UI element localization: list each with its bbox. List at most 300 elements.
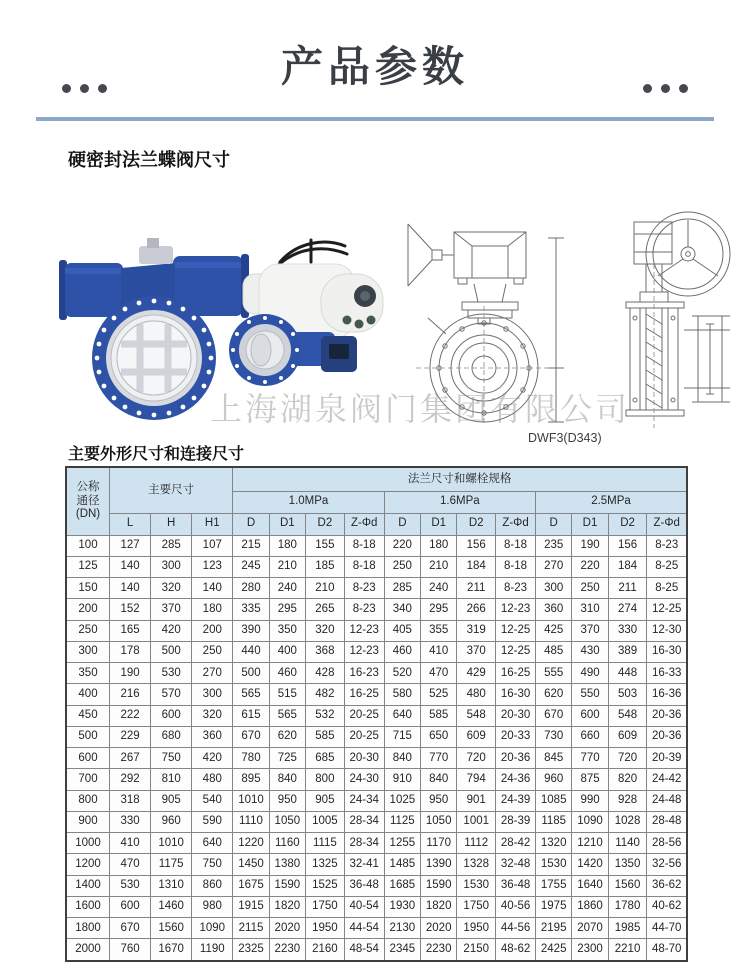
cell-value: 760 xyxy=(110,939,151,961)
header-divider-line xyxy=(36,117,714,121)
cell-value: 670 xyxy=(110,918,151,939)
cell-value: 20-39 xyxy=(647,748,687,769)
cell-dn: 900 xyxy=(66,811,110,832)
cell-value: 585 xyxy=(421,705,457,726)
cell-dn: 450 xyxy=(66,705,110,726)
cell-value: 12-23 xyxy=(344,620,384,641)
cell-value: 1675 xyxy=(233,875,269,896)
cell-value: 530 xyxy=(110,875,151,896)
cell-value: 370 xyxy=(457,641,496,662)
cell-value: 240 xyxy=(421,578,457,599)
cell-dn: 700 xyxy=(66,769,110,790)
cell-value: 155 xyxy=(306,535,345,556)
cell-value: 250 xyxy=(572,578,608,599)
cell-value: 480 xyxy=(457,684,496,705)
cell-value: 1950 xyxy=(306,918,345,939)
cell-value: 12-23 xyxy=(496,599,536,620)
cell-value: 960 xyxy=(151,811,192,832)
cell-value: 140 xyxy=(110,578,151,599)
cell-value: 1420 xyxy=(572,854,608,875)
cell-value: 360 xyxy=(536,599,572,620)
cell-value: 840 xyxy=(384,748,420,769)
cell-value: 2425 xyxy=(536,939,572,961)
cell-value: 1140 xyxy=(608,833,647,854)
col-header-D2: D2 xyxy=(457,513,496,535)
col-header-D: D xyxy=(536,513,572,535)
cell-value: 156 xyxy=(608,535,647,556)
cell-value: 240 xyxy=(269,578,305,599)
cell-value: 12-23 xyxy=(344,641,384,662)
table-row xyxy=(66,578,687,599)
cell-value: 980 xyxy=(192,896,233,917)
cell-value: 650 xyxy=(421,726,457,747)
cell-value: 1328 xyxy=(457,854,496,875)
cell-value: 16-25 xyxy=(496,663,536,684)
cell-value: 840 xyxy=(269,769,305,790)
cell-value: 28-42 xyxy=(496,833,536,854)
cell-value: 1590 xyxy=(269,875,305,896)
cell-value: 8-18 xyxy=(496,556,536,577)
cell-value: 368 xyxy=(306,641,345,662)
cell-value: 1125 xyxy=(384,811,420,832)
cell-value: 285 xyxy=(151,535,192,556)
cell-value: 1560 xyxy=(608,875,647,896)
cell-value: 24-30 xyxy=(344,769,384,790)
cell-value: 820 xyxy=(608,769,647,790)
cell-dn: 100 xyxy=(66,535,110,556)
cell-value: 8-18 xyxy=(344,535,384,556)
cell-dn: 250 xyxy=(66,620,110,641)
table-row xyxy=(66,790,687,811)
cell-dn: 350 xyxy=(66,663,110,684)
cell-value: 190 xyxy=(110,663,151,684)
cell-value: 2210 xyxy=(608,939,647,961)
cell-value: 1090 xyxy=(192,918,233,939)
cell-value: 750 xyxy=(192,854,233,875)
table-row xyxy=(66,896,687,917)
cell-value: 1255 xyxy=(384,833,420,854)
cell-value: 1170 xyxy=(421,833,457,854)
cell-value: 28-39 xyxy=(496,811,536,832)
cell-value: 609 xyxy=(608,726,647,747)
col-header-Zd: Z-Φd xyxy=(496,513,536,535)
cell-value: 640 xyxy=(384,705,420,726)
col-header-pressure-1.0: 1.0MPa xyxy=(233,491,384,513)
cell-value: 520 xyxy=(384,663,420,684)
cell-value: 389 xyxy=(608,641,647,662)
col-header-Zd: Z-Φd xyxy=(647,513,687,535)
cell-value: 185 xyxy=(306,556,345,577)
cell-value: 1090 xyxy=(572,811,608,832)
cell-value: 1590 xyxy=(421,875,457,896)
cell-dn: 1200 xyxy=(66,854,110,875)
cell-dn: 1000 xyxy=(66,833,110,854)
cell-value: 295 xyxy=(269,599,305,620)
cell-value: 320 xyxy=(306,620,345,641)
cell-value: 360 xyxy=(192,726,233,747)
cell-value: 1010 xyxy=(233,790,269,811)
cell-value: 600 xyxy=(151,705,192,726)
cell-value: 12-30 xyxy=(647,620,687,641)
cell-value: 905 xyxy=(306,790,345,811)
cell-value: 24-48 xyxy=(647,790,687,811)
cell-value: 28-34 xyxy=(344,833,384,854)
cell-value: 165 xyxy=(110,620,151,641)
cell-value: 1005 xyxy=(306,811,345,832)
cell-value: 350 xyxy=(269,620,305,641)
cell-value: 580 xyxy=(384,684,420,705)
cell-value: 1310 xyxy=(151,875,192,896)
cell-value: 215 xyxy=(233,535,269,556)
cell-value: 482 xyxy=(306,684,345,705)
cell-value: 1525 xyxy=(306,875,345,896)
cell-value: 300 xyxy=(151,556,192,577)
cell-value: 810 xyxy=(151,769,192,790)
section-title: 硬密封法兰蝶阀尺寸 xyxy=(68,150,230,170)
cell-value: 20-25 xyxy=(344,705,384,726)
cell-value: 2325 xyxy=(233,939,269,961)
cell-value: 620 xyxy=(536,684,572,705)
cell-value: 720 xyxy=(608,748,647,769)
col-header-H1: H1 xyxy=(192,513,233,535)
cell-value: 355 xyxy=(421,620,457,641)
cell-value: 20-36 xyxy=(647,726,687,747)
cell-value: 250 xyxy=(192,641,233,662)
table-row xyxy=(66,748,687,769)
cell-value: 440 xyxy=(233,641,269,662)
cell-dn: 2000 xyxy=(66,939,110,961)
cell-value: 960 xyxy=(536,769,572,790)
cell-value: 20-33 xyxy=(496,726,536,747)
cell-dn: 600 xyxy=(66,748,110,769)
cell-value: 267 xyxy=(110,748,151,769)
cell-value: 180 xyxy=(421,535,457,556)
cell-value: 950 xyxy=(269,790,305,811)
cell-value: 1755 xyxy=(536,875,572,896)
cell-value: 448 xyxy=(608,663,647,684)
cell-value: 2115 xyxy=(233,918,269,939)
cell-value: 715 xyxy=(384,726,420,747)
cell-value: 16-25 xyxy=(344,684,384,705)
cell-value: 1210 xyxy=(572,833,608,854)
cell-value: 1930 xyxy=(384,896,420,917)
col-header-dn: 公称 通径 (DN) xyxy=(66,467,110,535)
cell-value: 32-48 xyxy=(496,854,536,875)
cell-value: 8-23 xyxy=(496,578,536,599)
cell-value: 2070 xyxy=(572,918,608,939)
cell-value: 550 xyxy=(572,684,608,705)
cell-value: 840 xyxy=(421,769,457,790)
cell-value: 28-56 xyxy=(647,833,687,854)
cell-value: 1115 xyxy=(306,833,345,854)
cell-value: 794 xyxy=(457,769,496,790)
cell-value: 1485 xyxy=(384,854,420,875)
cell-value: 216 xyxy=(110,684,151,705)
cell-value: 180 xyxy=(192,599,233,620)
table-row xyxy=(66,726,687,747)
cell-value: 525 xyxy=(421,684,457,705)
cell-value: 590 xyxy=(192,811,233,832)
cell-value: 2020 xyxy=(269,918,305,939)
cell-value: 40-62 xyxy=(647,896,687,917)
cell-value: 405 xyxy=(384,620,420,641)
cell-value: 265 xyxy=(306,599,345,620)
cell-value: 48-54 xyxy=(344,939,384,961)
cell-value: 8-23 xyxy=(647,535,687,556)
cell-value: 1450 xyxy=(233,854,269,875)
cell-value: 565 xyxy=(233,684,269,705)
cell-value: 330 xyxy=(110,811,151,832)
cell-value: 319 xyxy=(457,620,496,641)
cell-dn: 1400 xyxy=(66,875,110,896)
cell-value: 245 xyxy=(233,556,269,577)
table-row xyxy=(66,811,687,832)
table-row xyxy=(66,939,687,961)
cell-value: 40-56 xyxy=(496,896,536,917)
table-row xyxy=(66,641,687,662)
cell-dn: 300 xyxy=(66,641,110,662)
cell-value: 44-70 xyxy=(647,918,687,939)
cell-value: 950 xyxy=(421,790,457,811)
cell-value: 1750 xyxy=(457,896,496,917)
table-row xyxy=(66,556,687,577)
cell-value: 270 xyxy=(192,663,233,684)
cell-value: 1460 xyxy=(151,896,192,917)
cell-value: 548 xyxy=(608,705,647,726)
cell-value: 12-25 xyxy=(496,620,536,641)
cell-value: 1085 xyxy=(536,790,572,811)
cell-value: 229 xyxy=(110,726,151,747)
cell-value: 730 xyxy=(536,726,572,747)
col-header-H: H xyxy=(151,513,192,535)
cell-value: 1325 xyxy=(306,854,345,875)
cell-value: 480 xyxy=(192,769,233,790)
cell-value: 600 xyxy=(110,896,151,917)
cell-value: 222 xyxy=(110,705,151,726)
cell-value: 1975 xyxy=(536,896,572,917)
cell-value: 140 xyxy=(110,556,151,577)
cell-value: 1050 xyxy=(421,811,457,832)
cell-value: 600 xyxy=(572,705,608,726)
cell-value: 250 xyxy=(384,556,420,577)
cell-value: 1185 xyxy=(536,811,572,832)
col-header-flange-spec: 法兰尺寸和螺栓规格 xyxy=(233,467,687,491)
decorative-dots-right xyxy=(643,84,688,93)
cell-value: 235 xyxy=(536,535,572,556)
cell-value: 28-34 xyxy=(344,811,384,832)
cell-value: 123 xyxy=(192,556,233,577)
cell-value: 1640 xyxy=(572,875,608,896)
col-header-D1: D1 xyxy=(269,513,305,535)
cell-value: 300 xyxy=(192,684,233,705)
cell-value: 680 xyxy=(151,726,192,747)
cell-value: 318 xyxy=(110,790,151,811)
cell-value: 570 xyxy=(151,684,192,705)
cell-dn: 150 xyxy=(66,578,110,599)
cell-value: 845 xyxy=(536,748,572,769)
cell-value: 485 xyxy=(536,641,572,662)
cell-value: 24-39 xyxy=(496,790,536,811)
cell-value: 211 xyxy=(608,578,647,599)
table-row xyxy=(66,705,687,726)
cell-value: 24-36 xyxy=(496,769,536,790)
cell-value: 8-25 xyxy=(647,578,687,599)
cell-value: 428 xyxy=(306,663,345,684)
cell-value: 16-33 xyxy=(647,663,687,684)
cell-value: 1175 xyxy=(151,854,192,875)
cell-value: 990 xyxy=(572,790,608,811)
cell-value: 2300 xyxy=(572,939,608,961)
cell-value: 670 xyxy=(233,726,269,747)
cell-value: 270 xyxy=(536,556,572,577)
cell-value: 410 xyxy=(110,833,151,854)
cell-dn: 200 xyxy=(66,599,110,620)
cell-value: 800 xyxy=(306,769,345,790)
cell-value: 1220 xyxy=(233,833,269,854)
col-header-pressure-2.5: 2.5MPa xyxy=(536,491,687,513)
cell-dn: 800 xyxy=(66,790,110,811)
cell-value: 1560 xyxy=(151,918,192,939)
product-images-strip xyxy=(0,200,750,440)
cell-value: 107 xyxy=(192,535,233,556)
cell-value: 640 xyxy=(192,833,233,854)
col-header-D1: D1 xyxy=(572,513,608,535)
decorative-dots-left xyxy=(62,84,107,93)
cell-value: 615 xyxy=(233,705,269,726)
col-header-main-dims: 主要尺寸 xyxy=(110,467,233,513)
cell-value: 2160 xyxy=(306,939,345,961)
cell-value: 1820 xyxy=(421,896,457,917)
cell-value: 1950 xyxy=(457,918,496,939)
cell-value: 425 xyxy=(536,620,572,641)
cell-value: 530 xyxy=(151,663,192,684)
cell-value: 12-25 xyxy=(496,641,536,662)
cell-dn: 1600 xyxy=(66,896,110,917)
table-row xyxy=(66,663,687,684)
col-header-D2: D2 xyxy=(306,513,345,535)
cell-value: 48-70 xyxy=(647,939,687,961)
cell-value: 1780 xyxy=(608,896,647,917)
table-row xyxy=(66,918,687,939)
cell-value: 295 xyxy=(421,599,457,620)
col-header-L: L xyxy=(110,513,151,535)
cell-value: 910 xyxy=(384,769,420,790)
cell-value: 1112 xyxy=(457,833,496,854)
cell-value: 340 xyxy=(384,599,420,620)
col-header-D2: D2 xyxy=(608,513,647,535)
cell-value: 750 xyxy=(151,748,192,769)
cell-value: 540 xyxy=(192,790,233,811)
cell-value: 40-54 xyxy=(344,896,384,917)
cell-value: 8-25 xyxy=(647,556,687,577)
col-header-D1: D1 xyxy=(421,513,457,535)
cell-value: 1670 xyxy=(151,939,192,961)
cell-value: 2230 xyxy=(269,939,305,961)
cell-value: 20-30 xyxy=(496,705,536,726)
table-row xyxy=(66,833,687,854)
cell-value: 8-18 xyxy=(344,556,384,577)
cell-value: 330 xyxy=(608,620,647,641)
table-caption: 主要外形尺寸和连接尺寸 xyxy=(68,446,245,463)
cell-value: 292 xyxy=(110,769,151,790)
cell-value: 180 xyxy=(269,535,305,556)
cell-value: 178 xyxy=(110,641,151,662)
cell-value: 211 xyxy=(457,578,496,599)
cell-dn: 500 xyxy=(66,726,110,747)
cell-value: 156 xyxy=(457,535,496,556)
cell-value: 1530 xyxy=(536,854,572,875)
cell-value: 780 xyxy=(233,748,269,769)
cell-value: 429 xyxy=(457,663,496,684)
cell-value: 460 xyxy=(269,663,305,684)
cell-value: 280 xyxy=(233,578,269,599)
cell-value: 548 xyxy=(457,705,496,726)
cell-value: 200 xyxy=(192,620,233,641)
cell-value: 470 xyxy=(421,663,457,684)
cell-value: 8-23 xyxy=(344,599,384,620)
cell-value: 210 xyxy=(421,556,457,577)
col-header-pressure-1.6: 1.6MPa xyxy=(384,491,535,513)
cell-value: 565 xyxy=(269,705,305,726)
cell-value: 16-30 xyxy=(496,684,536,705)
cell-value: 770 xyxy=(421,748,457,769)
cell-value: 660 xyxy=(572,726,608,747)
cell-value: 500 xyxy=(233,663,269,684)
cell-value: 490 xyxy=(572,663,608,684)
cell-value: 20-36 xyxy=(496,748,536,769)
cell-value: 609 xyxy=(457,726,496,747)
cell-value: 420 xyxy=(151,620,192,641)
cell-value: 1820 xyxy=(269,896,305,917)
cell-value: 220 xyxy=(572,556,608,577)
cell-value: 24-34 xyxy=(344,790,384,811)
cell-value: 266 xyxy=(457,599,496,620)
table-row xyxy=(66,875,687,896)
cell-value: 1001 xyxy=(457,811,496,832)
cell-dn: 125 xyxy=(66,556,110,577)
table-row xyxy=(66,769,687,790)
cell-value: 274 xyxy=(608,599,647,620)
cell-value: 32-56 xyxy=(647,854,687,875)
cell-value: 500 xyxy=(151,641,192,662)
cell-value: 1915 xyxy=(233,896,269,917)
cell-value: 210 xyxy=(269,556,305,577)
dimension-spec-table xyxy=(65,466,688,962)
cell-value: 620 xyxy=(269,726,305,747)
table-row xyxy=(66,684,687,705)
cell-value: 210 xyxy=(306,578,345,599)
cell-value: 335 xyxy=(233,599,269,620)
cell-value: 370 xyxy=(151,599,192,620)
cell-value: 1025 xyxy=(384,790,420,811)
table-body xyxy=(66,535,687,961)
cell-value: 184 xyxy=(457,556,496,577)
cell-value: 770 xyxy=(572,748,608,769)
cell-value: 1010 xyxy=(151,833,192,854)
cell-value: 190 xyxy=(572,535,608,556)
table-row xyxy=(66,535,687,556)
col-header-D: D xyxy=(233,513,269,535)
watermark-text: 上海湖泉阀门集团有限公司 xyxy=(210,391,631,427)
table-row xyxy=(66,599,687,620)
cell-value: 420 xyxy=(192,748,233,769)
cell-value: 8-23 xyxy=(344,578,384,599)
cell-value: 1190 xyxy=(192,939,233,961)
cell-value: 1390 xyxy=(421,854,457,875)
cell-value: 8-18 xyxy=(496,535,536,556)
cell-value: 515 xyxy=(269,684,305,705)
cell-value: 370 xyxy=(572,620,608,641)
